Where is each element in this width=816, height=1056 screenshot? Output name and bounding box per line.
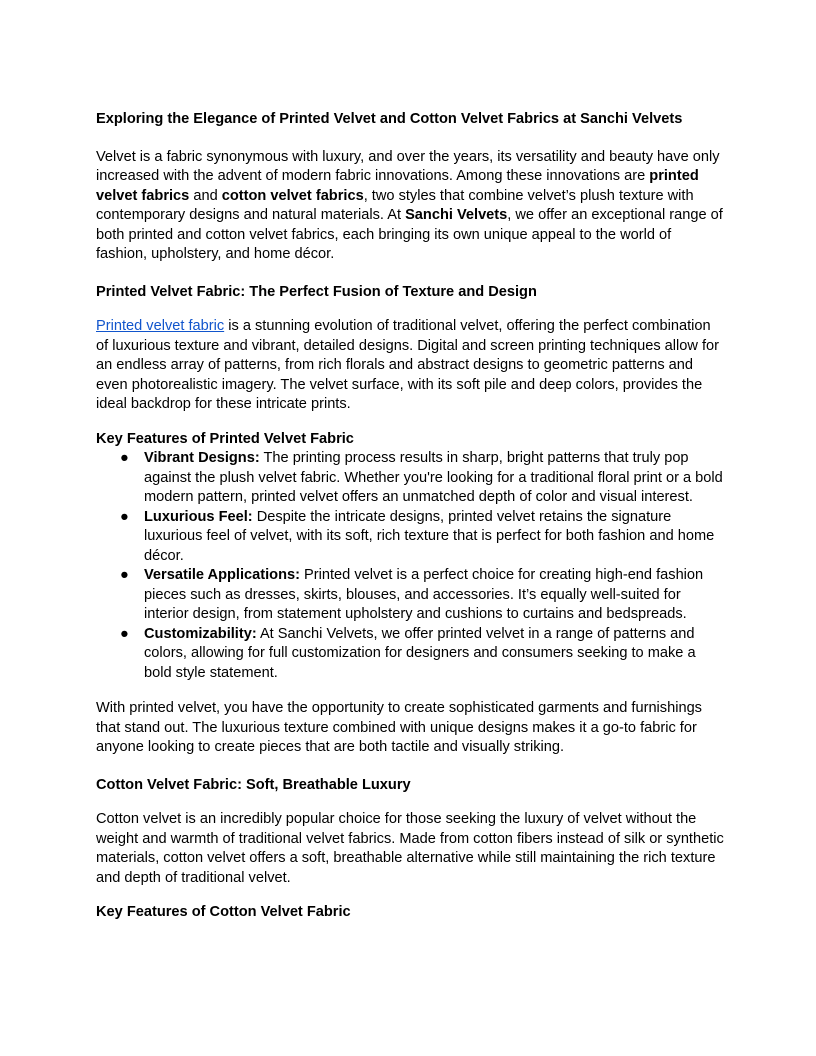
intro-paragraph [96, 148, 726, 265]
feature-text: Despite the intricate designs, printed velvet retains the signature luxurious feel of velvet, with its soft, rich texture that is perfect for both fashion and home décor. [144, 508, 715, 564]
cotton-paragraph: Cotton velvet is an incredibly popular choice for those seeking the luxury of velvet without the weight and warmth of traditional velvet fabrics. Made from cotton fibers instead of silk or synthetic materials, cotton velvet offers a soft, breathable alternative while still maintaining the rich texture and depth of traditional velvet. [96, 811, 724, 886]
printed-features-heading: Key Features of Printed Velvet Fabric [96, 430, 354, 447]
bullet-icon: ● [120, 625, 129, 642]
feature-label: Vibrant Designs: [144, 450, 260, 466]
bullet-icon: ● [120, 567, 129, 583]
printed-paragraph [96, 317, 726, 415]
document-page [96, 110, 726, 923]
feature-label: Luxurious Feel: [144, 508, 253, 525]
feature-label: Versatile Applications: [144, 567, 300, 583]
cotton-features-heading: Key Features of Cotton Velvet Fabric [96, 904, 351, 920]
list-item [96, 625, 726, 684]
list-item [96, 508, 726, 567]
list-item [96, 449, 726, 508]
printed-velvet-link[interactable]: Printed velvet fabric [96, 318, 225, 334]
feature-label: Customizability: [144, 625, 257, 642]
intro-bold-brand: Sanchi Velvets [405, 207, 508, 223]
intro-text-3: , two styles that combine velvet’s plush texture with contemporary designs and natural materials. At [96, 187, 694, 223]
feature-text: The printing process results in sharp, bright patterns that truly pop against the plush velvet fabric. Whether you're looking for a traditional floral print or a bold modern pattern, printed velvet offers an unmatched depth of color and visual interest. [144, 450, 723, 505]
intro-bold-cotton: cotton velvet fabrics [221, 187, 364, 204]
bullet-icon: ● [120, 508, 129, 525]
intro-bold-printed: printed velvet fabrics [96, 168, 699, 204]
feature-text: Printed velvet is a perfect choice for creating high-end fashion pieces such as dresses, skirts, blouses, and accessories. It’s equally well-suited for interior design, from statement upholstery and cushions to curtains and bedspreads. [144, 567, 704, 622]
document-title: Exploring the Elegance of Printed Velvet and Cotton Velvet Fabrics at Sanchi Velvets [96, 111, 683, 127]
intro-text-4: , we offer an exceptional range of both printed and cotton velvet fabrics, each bringing its own unique appeal to the world of fashion, upholstery, and home décor. [96, 207, 723, 262]
printed-conclusion-paragraph: With printed velvet, you have the opportunity to create sophisticated garments and furnishings that stand out. The luxurious texture combined with unique designs makes it a go-to fabric for anyone looking to create pieces that are both tactile and visually striking. [96, 700, 702, 755]
bullet-icon: ● [120, 450, 129, 466]
feature-text: At Sanchi Velvets, we offer printed velvet in a range of patterns and colors, allowing for full customization for designers and consumers seeking to make a bold style statement. [144, 625, 696, 681]
cotton-section-heading: Cotton Velvet Fabric: Soft, Breathable Luxury [96, 776, 411, 793]
intro-text-1: Velvet is a fabric synonymous with luxury, and over the years, its versatility and beauty have only increased with the advent of modern fabric innovations. Among these innovations are [96, 148, 720, 184]
printed-features-list [96, 449, 726, 683]
printed-paragraph-text: is a stunning evolution of traditional velvet, offering the perfect combination of luxurious texture and vibrant, detailed designs. Digital and screen printing techniques allow for an endless array of patterns, from rich florals and abstract designs to geometric patterns and even photorealistic imagery. The velvet surface, with its soft pile and deep colors, provides the ideal backdrop for these intricate prints. [96, 318, 720, 412]
intro-text-2: and [189, 187, 222, 204]
printed-section-heading: Printed Velvet Fabric: The Perfect Fusion of Texture and Design [96, 283, 537, 300]
list-item [96, 566, 726, 625]
